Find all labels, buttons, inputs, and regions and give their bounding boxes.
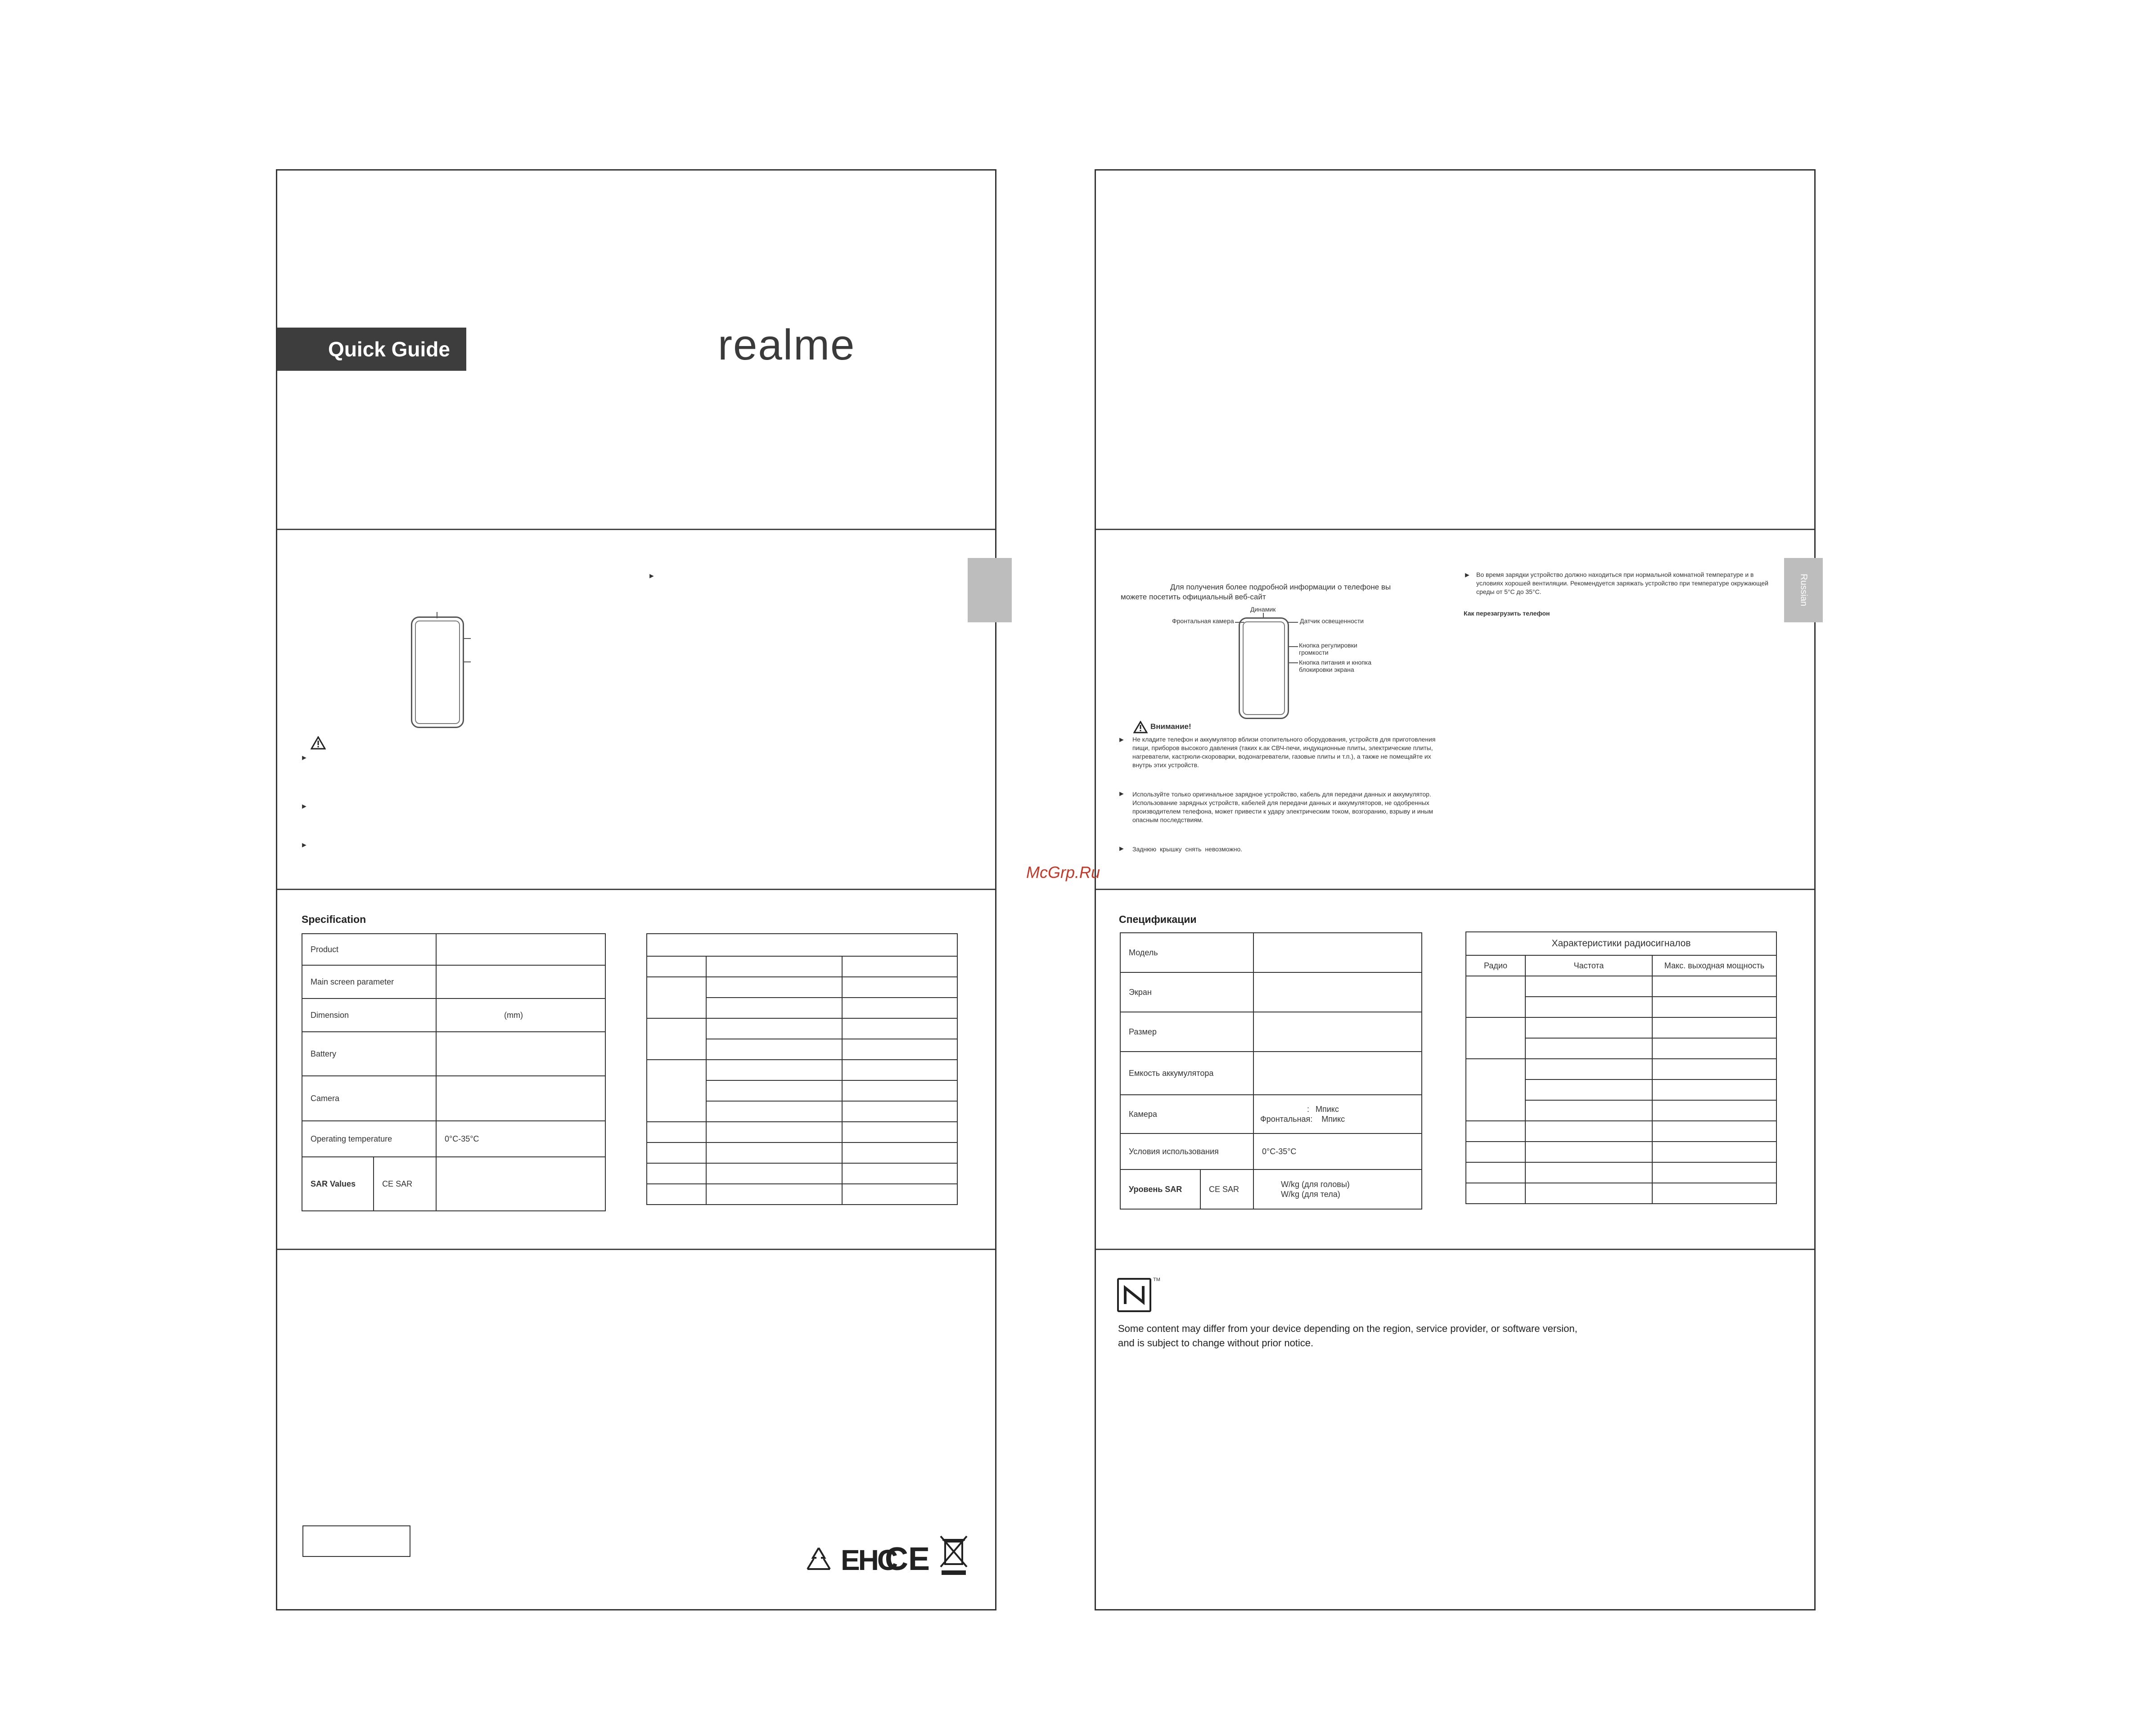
spec-r-camera-front: Мпикс bbox=[1321, 1115, 1345, 1124]
fold-line-r1 bbox=[1096, 529, 1814, 530]
callout-r-power bbox=[1289, 662, 1298, 663]
language-tab-left bbox=[968, 558, 1012, 622]
right-sheet bbox=[1095, 169, 1816, 1610]
label-volume: Кнопка регулировки громкости bbox=[1299, 642, 1357, 656]
callout-r-sensor bbox=[1287, 622, 1298, 623]
spec-r-sar-level: Уровень SAR bbox=[1120, 1169, 1200, 1209]
warning-bullet-3: ► bbox=[301, 841, 308, 849]
callout-power bbox=[464, 661, 471, 662]
warning-bullet-2: ► bbox=[301, 803, 308, 810]
spec-r-conditions: Условия использования bbox=[1120, 1133, 1253, 1169]
warning-title: Внимание! bbox=[1150, 722, 1191, 731]
spec-battery: Battery bbox=[302, 1032, 436, 1076]
spec-main-screen: Main screen parameter bbox=[302, 965, 436, 998]
label-light-sensor: Датчик освещенности bbox=[1300, 617, 1364, 625]
radio-col-radio: Радио bbox=[1466, 955, 1525, 976]
spec-r-camera-main: Мпикс bbox=[1316, 1105, 1339, 1114]
spec-r-screen: Экран bbox=[1120, 972, 1253, 1012]
spec-r-size: Размер bbox=[1120, 1012, 1253, 1052]
footer-note-line-1: Some content may differ from your device depending on the region, service provider, or software version, bbox=[1118, 1323, 1578, 1334]
fold-line-r2 bbox=[1096, 889, 1814, 890]
spec-dimension-unit: (mm) bbox=[436, 998, 605, 1032]
nfc-icon bbox=[1117, 1278, 1151, 1312]
radio-col-freq: Частота bbox=[1525, 955, 1652, 976]
ce-mark: CE bbox=[885, 1541, 930, 1577]
spec-ce-sar: CE SAR bbox=[374, 1157, 436, 1211]
label-power: Кнопка питания и кнопка блокировки экрана bbox=[1299, 659, 1371, 673]
warn-r-bullet-1: ► bbox=[1118, 736, 1125, 744]
model-box bbox=[302, 1525, 410, 1557]
radio-table-left bbox=[646, 933, 958, 1205]
nfc-tm: TM bbox=[1153, 1277, 1160, 1282]
fold-line-r3 bbox=[1096, 1249, 1814, 1250]
spec-r-camera-front-label: Фронтальная: bbox=[1260, 1115, 1313, 1124]
weee-bin-icon bbox=[939, 1534, 969, 1576]
warning-icon bbox=[311, 736, 326, 750]
spec-operating-temperature-value: 0°C-35°C bbox=[436, 1121, 605, 1157]
spec-title-left: Specification bbox=[302, 913, 366, 925]
warning-icon-right bbox=[1133, 721, 1148, 733]
callout-volume bbox=[464, 638, 471, 639]
restart-heading: Как перезагрузить телефон bbox=[1464, 610, 1550, 617]
spec-table-left bbox=[302, 933, 606, 1211]
language-tab-russian: Russian bbox=[1784, 558, 1823, 622]
warning-item-1: Не кладите телефон и аккумулятор вблизи отопительного оборудования, устройств для приготовления пищи, приборов высокого давления (таких к.ак СВЧ-печи, индукционные плиты, электрические плиты, нагреватели, кастрюли-скороварки, водонагреватели, газовые плиты и т.п.), а также не помещайте их внутрь этих устройств. bbox=[1132, 736, 1436, 769]
spec-product: Product bbox=[302, 934, 436, 965]
quick-guide-banner: Quick Guide bbox=[277, 328, 466, 371]
warn-r-bullet-3: ► bbox=[1118, 845, 1125, 853]
warning-item-3: Заднюю крышку снять невозможно. bbox=[1132, 846, 1243, 853]
callout-r-speaker bbox=[1263, 613, 1264, 618]
bullet-marker: ► bbox=[648, 572, 655, 580]
spec-r-ce-sar: CE SAR bbox=[1200, 1169, 1253, 1209]
spec-r-sar-body: W/kg (для тела) bbox=[1281, 1190, 1340, 1199]
footer-note-line-2: and is subject to change without prior notice. bbox=[1118, 1337, 1314, 1349]
spec-r-camera: Камера bbox=[1120, 1095, 1253, 1133]
spec-sar-values: SAR Values bbox=[302, 1157, 374, 1211]
phone-diagram-right bbox=[1239, 617, 1289, 719]
realme-logo: realme bbox=[718, 321, 856, 369]
spec-title-right: Спецификации bbox=[1119, 913, 1197, 925]
radio-table-right bbox=[1465, 931, 1777, 1204]
spec-r-sar-head: W/kg (для головы) bbox=[1281, 1180, 1350, 1189]
label-speaker: Динамик bbox=[1250, 606, 1276, 613]
phone-diagram-left bbox=[411, 616, 464, 728]
warning-item-2: Используйте только оригинальное зарядное устройство, кабель для передачи данных и аккумулятор. Использование зарядных устройств, кабелей для передачи данных и аккумуляторов, не одобренных производителем телефона, может привести к удару электрическим током, возгоранию, взрыву и иным опасным последствиям. bbox=[1132, 791, 1433, 823]
radio-col-power: Макс. выходная мощность bbox=[1652, 955, 1776, 976]
charging-bullet: ► bbox=[1464, 571, 1471, 579]
eac-mark: EHC bbox=[841, 1544, 897, 1576]
charging-note: Во время зарядки устройство должно находиться при нормальной комнатной температуре и в условиях хорошей вентиляции. Рекомендуется заряжать устройство при температуре окружающей среды от 5°С до 35°С. bbox=[1476, 571, 1769, 595]
spec-table-right: Модель Экран Размер Емкость аккумулятора Камера : Мпикс Фронтальная: Мпикс Условия использования 0°C-35°C Уровень SAR CE SAR W/kg (для головы) W/kg (для тела) bbox=[1120, 932, 1422, 1210]
callout-r-camera bbox=[1235, 622, 1244, 623]
intro-text: Для получения более подробной информации о телефоне вы можете посетить официальный веб-сайт bbox=[1121, 583, 1391, 601]
fold-line-1 bbox=[277, 529, 995, 530]
spec-r-conditions-value: 0°C-35°C bbox=[1253, 1133, 1422, 1169]
spec-r-model: Модель bbox=[1120, 933, 1253, 972]
watermark: McGrp.Ru bbox=[1026, 863, 1100, 881]
spec-dimension: Dimension bbox=[302, 998, 436, 1032]
radio-title: Характеристики радиосигналов bbox=[1466, 932, 1776, 955]
fold-line-2 bbox=[277, 889, 995, 890]
label-front-camera: Фронтальная камера bbox=[1172, 617, 1234, 625]
recycle-icon bbox=[803, 1544, 834, 1576]
warning-bullet-1: ► bbox=[301, 754, 308, 762]
spec-r-battery: Емкость аккумулятора bbox=[1120, 1052, 1253, 1095]
fold-line-3 bbox=[277, 1249, 995, 1250]
spec-camera: Camera bbox=[302, 1076, 436, 1121]
warn-r-bullet-2: ► bbox=[1118, 790, 1125, 798]
callout-r-volume bbox=[1289, 646, 1298, 647]
left-sheet bbox=[276, 169, 996, 1610]
spec-operating-temperature: Operating temperature bbox=[302, 1121, 436, 1157]
